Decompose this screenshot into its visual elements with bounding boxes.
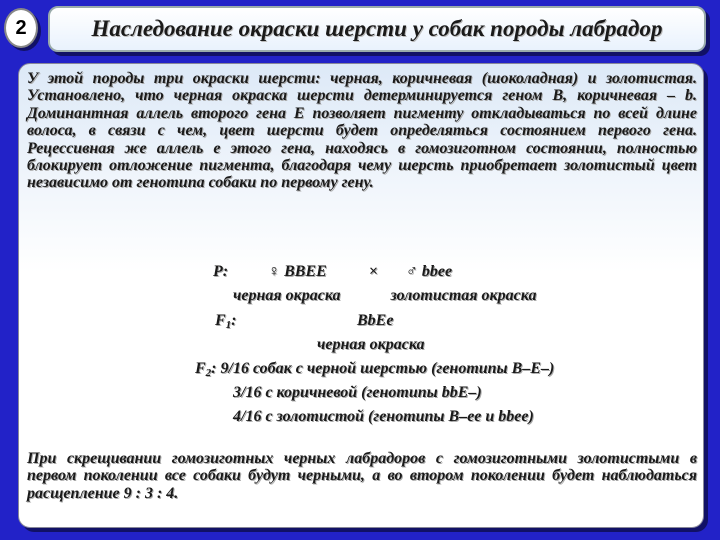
intro-paragraph: У этой породы три окраски шерсти: черная, коричневая (шоколадная) и золотистая. Установлено, что черная окраска шерсти детерминируется геном B, коричневая – b. Доминантная аллель второго гена E позволяет пигменту откладываться по всей длине волоса, в связи с чем, цвет шерсти будет определяться состоянием первого гена. Рецессивная же аллель e этого гена, находясь в гомозиготном состоянии, полностью блокирует отложение пигмента, благодаря чему шерсть приобретает золотистый цвет независимо от генотипа собаки по первому гену. <box>27 70 697 192</box>
f1-phenotype-line <box>317 334 425 356</box>
f2-line-3 <box>233 406 534 428</box>
male-phenotype: золотистая окраска <box>390 287 537 304</box>
f1-line <box>215 310 237 336</box>
parents-phenotypes-line <box>233 285 536 307</box>
female-phenotype: черная окраска <box>233 287 341 304</box>
f2-line-1 <box>195 358 554 384</box>
slide-number: 2 <box>15 16 27 39</box>
slide-title: Наследование окраски шерсти у собак породы лабрадор <box>91 16 663 41</box>
f2-ratio-black: : 9/16 собак с черной шерстью (генотипы B–E–) <box>211 360 555 377</box>
f1-label: $F_1$: <box>215 312 237 331</box>
f2-line-2 <box>233 382 482 404</box>
f2-ratio-brown: 3/16 с коричневой (генотипы bbE–) <box>233 384 482 401</box>
f2-label: $F_2$ <box>195 360 212 379</box>
f2-ratio-golden: 4/16 с золотистой (генотипы B–ee и bbee) <box>233 408 534 425</box>
cross-sign: × <box>368 263 378 280</box>
female-genotype: ♀ BBEE <box>268 263 327 280</box>
conclusion-paragraph: При скрещивании гомозиготных черных лабрадоров с гомозиготными золотистыми в первом поколении все собаки будут черными, а во втором поколении будет наблюдаться расщепление 9 : 3 : 4. <box>27 450 697 502</box>
f1-phenotype: черная окраска <box>317 336 425 353</box>
content-box <box>18 63 704 528</box>
male-genotype: ♂ bbee <box>405 263 453 280</box>
f1-genotype: BbEe <box>357 312 394 329</box>
cross-parents-line <box>213 261 452 283</box>
title-box <box>48 6 706 52</box>
f1-genotype-line <box>357 310 393 332</box>
p-label: P: <box>213 263 229 280</box>
slide-number-badge <box>4 8 38 48</box>
